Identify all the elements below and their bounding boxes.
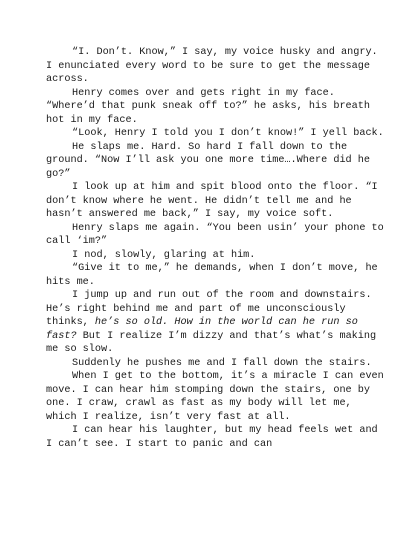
paragraph-9 [46, 289, 388, 357]
paragraph-text: I look up at him and spit blood onto the floor. “I don’t know where he went. He didn’t tell me and he hasn’t answered me back,” I say, my voice soft. [46, 182, 378, 220]
paragraph-text: “Give it to me,” he demands, when I don’t move, he hits me. [46, 263, 378, 288]
paragraph-7 [46, 249, 388, 263]
paragraph-5 [46, 181, 388, 222]
paragraph-text: I jump up and run out of the room and downstairs. He’s right behind me and part of me unconsciously thinks, [46, 290, 372, 328]
paragraph-2 [46, 87, 388, 128]
paragraph-11 [46, 370, 388, 424]
paragraph-text: Henry slaps me again. “You been usin’ your phone to call ‘im?” [46, 222, 384, 247]
paragraph-text: But I realize I’m dizzy and that’s what’s making me so slow. [46, 330, 377, 355]
manuscript-page [46, 46, 388, 451]
paragraph-10 [46, 357, 388, 371]
paragraph-3 [46, 127, 388, 141]
paragraph-text: I can hear his laughter, but my head feels wet and I can’t see. I start to panic and can [46, 425, 378, 450]
paragraph-12 [46, 424, 388, 451]
paragraph-4 [46, 141, 388, 182]
paragraph-text: “Look, Henry I told you I don’t know!” I yell back. [72, 128, 384, 139]
paragraph-6 [46, 222, 388, 249]
paragraph-italic-text: he’s so old. How in the world can he run so fast? [46, 317, 358, 342]
paragraph-text: He slaps me. Hard. So hard I fall down to the ground. “Now I’ll ask you one more time….Where did he go?” [46, 141, 371, 180]
paragraph-8 [46, 262, 388, 289]
paragraph-text: I nod, slowly, glaring at him. [72, 249, 256, 261]
paragraph-text: When I get to the bottom, it’s a miracle I can even move. I can hear him stomping down the stairs, one by one. I craw, crawl as fast as my body will let me, which I realize, isn’t very fast at all. [46, 371, 384, 423]
paragraph-text: Henry comes over and gets right in my face. “Where’d that punk sneak off to?” he asks, his breath hot in my face. [46, 87, 371, 126]
paragraph-text: “I. Don’t. Know,” I say, my voice husky and angry. I enunciated every word to be sure to get the message across. [46, 47, 378, 85]
paragraph-text: Suddenly he pushes me and I fall down the stairs. [72, 357, 372, 369]
paragraph-1 [46, 46, 388, 87]
